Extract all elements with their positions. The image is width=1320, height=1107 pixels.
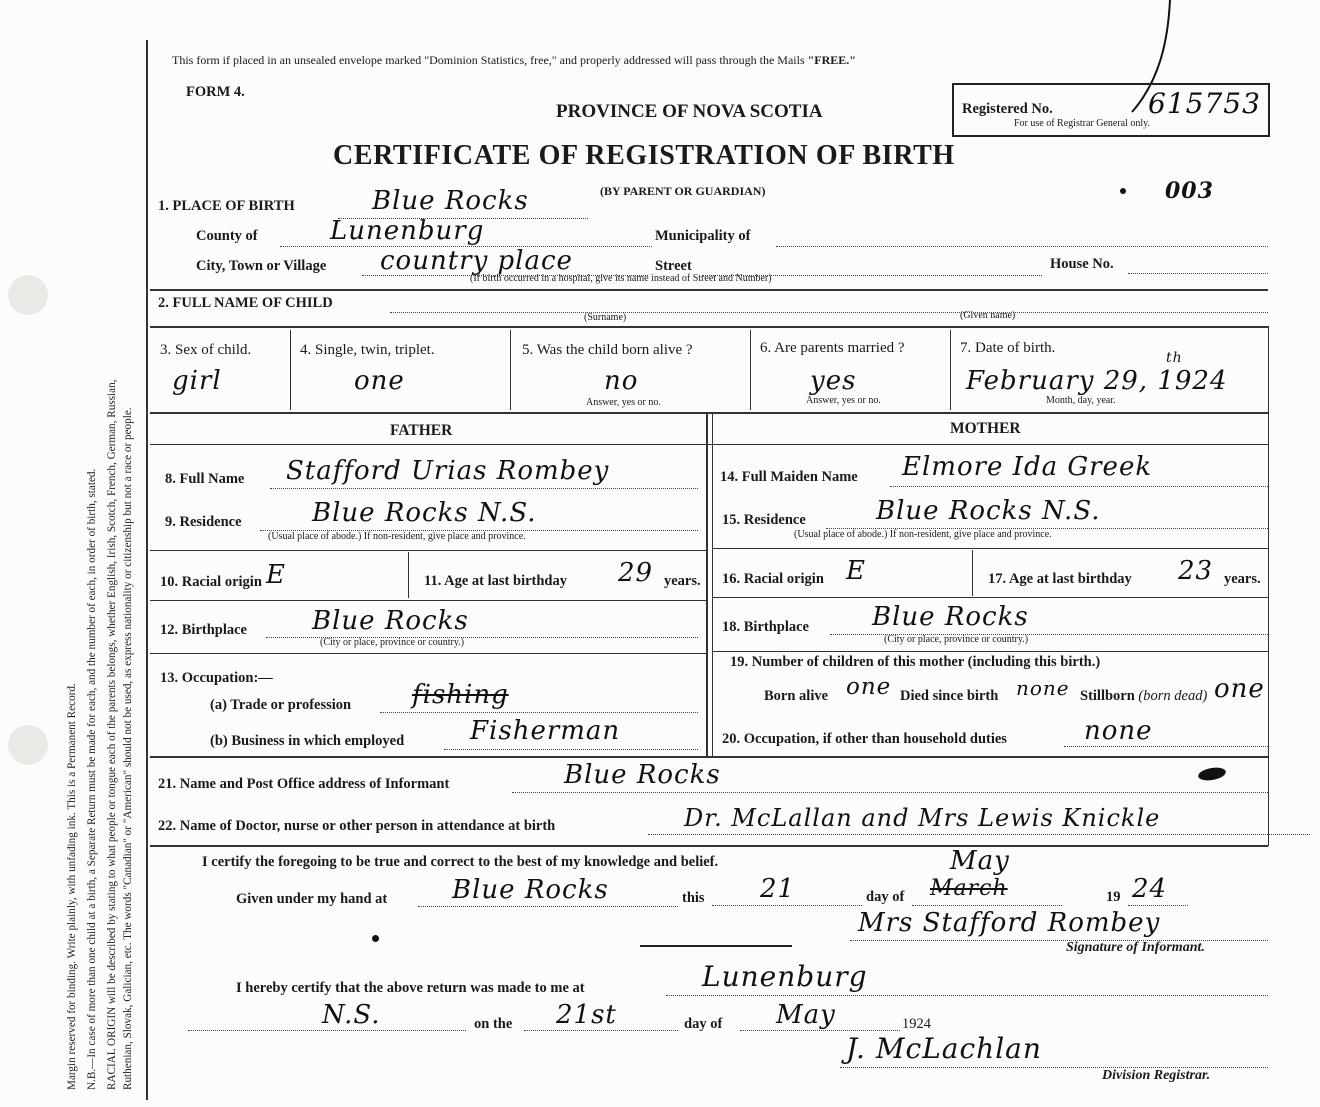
registered-box: [952, 83, 1270, 137]
answer-note: Answer, yes or no.: [586, 397, 661, 408]
mail-notice: This form if placed in an unsealed envelope marked "Dominion Statistics, free," and properly addressed will pass through the Mails "FREE.": [172, 53, 856, 67]
registered-number: 615753: [1148, 87, 1261, 120]
margin-note: RACIAL ORIGIN will be described by stating to what people or tongue each of the parents belongs, whether English, Irish, Scotch, French, German, Russian,: [106, 379, 118, 1090]
informant-value: Blue Rocks: [564, 760, 721, 790]
mother-race-label: 16. Racial origin: [722, 571, 824, 587]
died-value: none: [1016, 676, 1070, 700]
mother-birthplace-value: Blue Rocks: [872, 602, 1029, 632]
given-name-note: (Given name): [960, 310, 1016, 321]
date-of-birth-value: February 29, 1924: [966, 366, 1228, 396]
given-place-value: Blue Rocks: [452, 875, 609, 905]
mother-name-value: Elmore Ida Greek: [902, 452, 1153, 482]
date-note: Month, day, year.: [1046, 395, 1116, 406]
registrar-month-value: May: [776, 1000, 836, 1030]
mother-heading: MOTHER: [950, 420, 1021, 437]
age-unit: years.: [664, 573, 701, 589]
ink-blot: [1197, 766, 1227, 783]
house-no-label: House No.: [1050, 256, 1114, 272]
attendant-value: Dr. McLallan and Mrs Lewis Knickle: [684, 804, 1161, 832]
informant-signature: Mrs Stafford Rombey: [858, 908, 1161, 938]
registrar-province-value: N.S.: [322, 1000, 381, 1030]
street-label: Street: [655, 258, 692, 274]
birthplace-note: (City or place, province or country.): [884, 634, 1029, 645]
children-count-label: 19. Number of children of this mother (including this birth.): [730, 654, 1101, 670]
mother-occupation-label: 20. Occupation, if other than household duties: [722, 731, 1007, 747]
answer-note: Answer, yes or no.: [806, 395, 881, 406]
parents-married-value: yes: [810, 366, 857, 396]
mother-name-label: 14. Full Maiden Name: [720, 469, 858, 485]
residence-note: (Usual place of abode.) If non-resident, give place and province.: [268, 531, 526, 542]
place-of-birth-value: Blue Rocks: [372, 186, 529, 216]
mother-occupation-value: none: [1084, 716, 1153, 746]
child-name-label: 2. FULL NAME OF CHILD: [158, 295, 333, 311]
registrar-place-value: Lunenburg: [702, 960, 868, 993]
father-age-label: 11. Age at last birthday: [424, 573, 567, 589]
father-birthplace-label: 12. Birthplace: [160, 622, 247, 638]
county-label: County of: [196, 228, 258, 244]
place-of-birth-label: 1. PLACE OF BIRTH: [158, 198, 295, 214]
stillborn-value: one: [1214, 674, 1265, 704]
county-value: Lunenburg: [330, 216, 485, 246]
born-alive-count-value: one: [846, 674, 892, 700]
trade-label: (a) Trade or profession: [210, 697, 352, 713]
attendant-label: 22. Name of Doctor, nurse or other person in attendance at birth: [158, 818, 556, 834]
sex-value: girl: [172, 366, 222, 396]
stillborn-label: Stillborn (born dead): [1080, 688, 1208, 704]
certify-month-value: May: [950, 846, 1010, 876]
city-value: country place: [380, 246, 573, 276]
father-race-label: 10. Racial origin: [160, 574, 262, 590]
date-of-birth-label: 7. Date of birth.: [960, 340, 1056, 356]
mother-residence-value: Blue Rocks N.S.: [876, 496, 1101, 526]
sex-label: 3. Sex of child.: [160, 342, 252, 358]
mother-race-value: E: [846, 556, 866, 586]
died-label: Died since birth: [900, 688, 999, 704]
father-age-value: 29: [618, 558, 654, 588]
certify-day-value: 21: [760, 874, 796, 904]
mother-residence-label: 15. Residence: [722, 512, 806, 528]
punch-hole: [8, 275, 48, 315]
single-label: 4. Single, twin, triplet.: [300, 342, 435, 358]
punch-hole: [8, 725, 48, 765]
page-title: CERTIFICATE OF REGISTRATION OF BIRTH: [333, 140, 955, 171]
form-number: FORM 4.: [186, 84, 245, 100]
trade-value: fishing: [412, 680, 509, 710]
mother-age-value: 23: [1178, 556, 1214, 586]
corner-mark: 003: [1165, 178, 1214, 204]
this-label: this: [682, 890, 705, 906]
year-prefix: 19: [1106, 889, 1121, 905]
born-alive-value: no: [604, 366, 639, 396]
year-value: 24: [1132, 874, 1168, 904]
father-residence-label: 9. Residence: [165, 514, 242, 530]
informant-label: 21. Name and Post Office address of Informant: [158, 776, 450, 792]
registrar-year-value: 1924: [902, 1016, 931, 1032]
registrar-day-value: 21st: [556, 1000, 617, 1030]
residence-note: (Usual place of abode.) If non-resident, give place and province.: [794, 529, 1052, 540]
date-suffix: th: [1166, 350, 1183, 366]
on-the-label: on the: [474, 1016, 513, 1032]
father-name-value: Stafford Urias Rombey: [286, 456, 610, 486]
father-heading: FATHER: [390, 422, 453, 439]
hospital-note: (If birth occurred in a hospital, give its name instead of Street and Number): [470, 273, 772, 284]
certify-statement: I certify the foregoing to be true and correct to the best of my knowledge and belief.: [202, 854, 719, 870]
age-unit: years.: [1224, 571, 1261, 587]
division-registrar-label: Division Registrar.: [1102, 1068, 1211, 1083]
registrar-statement: I hereby certify that the above return was made to me at: [236, 980, 585, 996]
single-value: one: [354, 366, 405, 396]
signature-of-informant-label: Signature of Informant.: [1066, 940, 1205, 955]
father-birthplace-value: Blue Rocks: [312, 606, 469, 636]
certify-month-struck: March: [930, 876, 1008, 901]
province-heading: PROVINCE OF NOVA SCOTIA: [556, 101, 823, 122]
day-of-label: day of: [684, 1016, 723, 1032]
given-under-label: Given under my hand at: [236, 891, 388, 907]
mother-age-label: 17. Age at last birthday: [988, 571, 1132, 587]
business-value: Fisherman: [470, 716, 621, 746]
city-label: City, Town or Village: [196, 258, 327, 274]
surname-note: (Surname): [584, 312, 627, 323]
margin-note: Ruthenian, Slovak, Galician, etc. The words "Canadian" or "American" should not be used, as express nationality or citizenship but not a race or people.: [122, 407, 134, 1090]
margin-note: Margin reserved for binding. Write plainly, with unfading ink. This is a Permanent Record.: [66, 683, 78, 1090]
father-race-value: E: [266, 560, 286, 590]
ink-dot: [372, 935, 379, 942]
ink-dot: [1120, 188, 1126, 194]
mother-birthplace-label: 18. Birthplace: [722, 619, 809, 635]
business-label: (b) Business in which employed: [210, 733, 405, 749]
born-alive-count-label: Born alive: [764, 688, 829, 704]
born-alive-label: 5. Was the child born alive ?: [522, 342, 693, 358]
occupation-label: 13. Occupation:—: [160, 670, 273, 686]
binding-margin-line: [146, 40, 148, 1100]
margin-note: N.B.—In case of more than one child at a birth, a Separate Return must be made for each, and the number of each, in order of birth, stated.: [86, 468, 98, 1090]
birthplace-note: (City or place, province or country.): [320, 637, 465, 648]
day-of-label: day of: [866, 889, 905, 905]
separator-line: [640, 945, 792, 947]
municipality-label: Municipality of: [655, 228, 751, 244]
subtitle: (BY PARENT OR GUARDIAN): [600, 184, 766, 198]
registrar-signature: J. McLachlan: [846, 1032, 1042, 1065]
parents-married-label: 6. Are parents married ?: [760, 340, 905, 356]
registered-label: Registered No.: [962, 101, 1053, 117]
father-name-label: 8. Full Name: [165, 471, 245, 487]
registrar-note: For use of Registrar General only.: [1014, 118, 1150, 129]
father-residence-value: Blue Rocks N.S.: [312, 498, 537, 528]
